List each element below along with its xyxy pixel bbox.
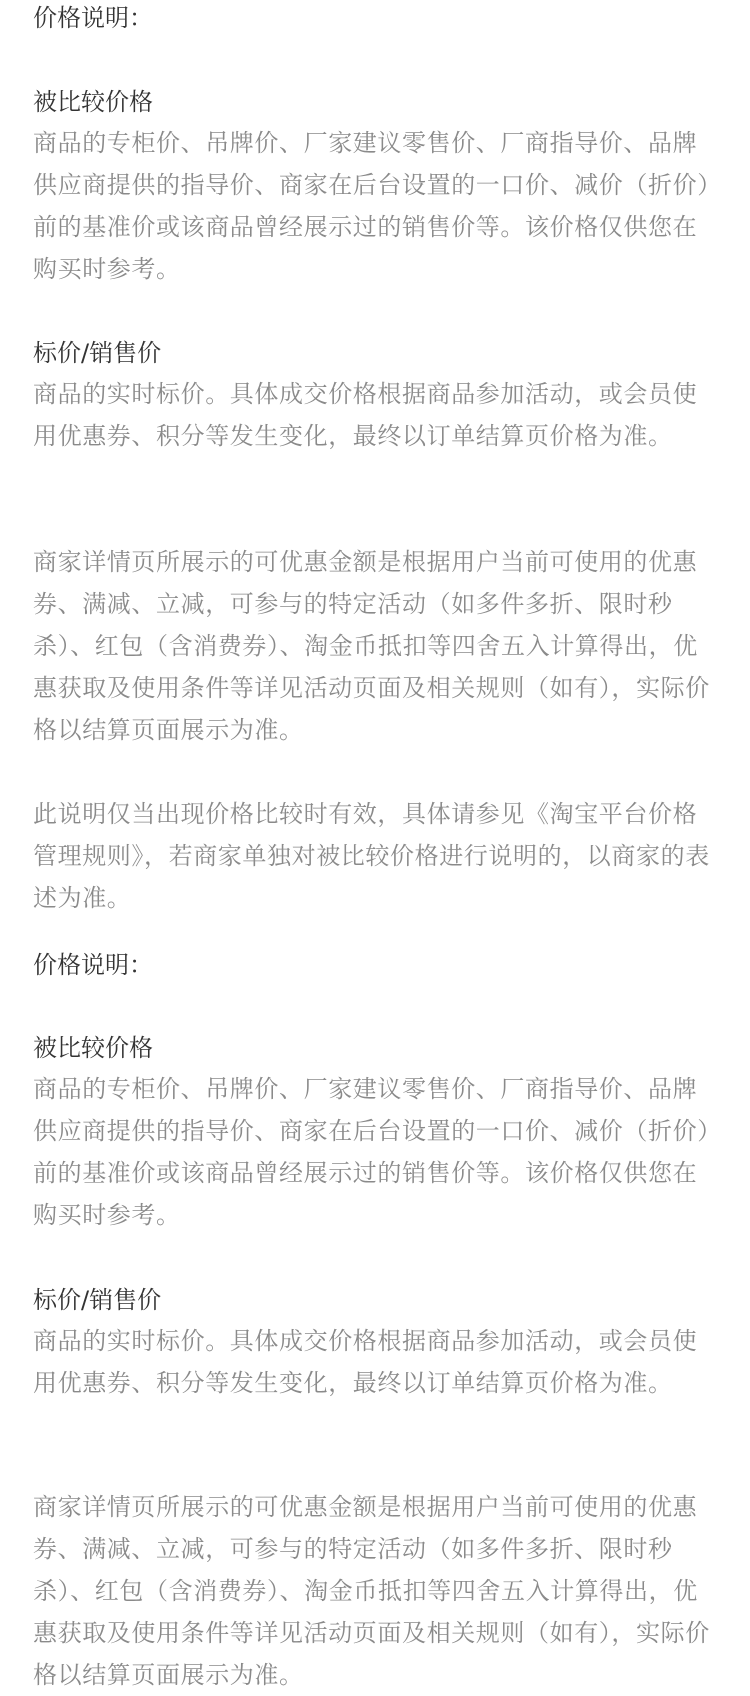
discount-amount-text: 商家详情页所展示的可优惠金额是根据用户当前可使用的优惠券、满减、立减，可参与的特定活动（如多件多折、限时秒杀）、红包（含消费券）、淘金币抵扣等四舍五入计算得出，优惠获取及使用条件等详见活动页面及相关规则（如有），实际价格以结算页面展示为准。 (33, 548, 710, 744)
price-explanation-title: 价格说明： (33, 4, 153, 32)
list-price-text: 商品的实时标价。具体成交价格根据商品参加活动，或会员使用优惠券、积分等发生变化，最终以订单结算页价格为准。 (33, 1327, 698, 1397)
price-explanation-title: 价格说明： (33, 951, 153, 979)
validity-text: 此说明仅当出现价格比较时有效，具体请参见《淘宝平台价格管理规则》，若商家单独对被比较价格进行说明的，以商家的表述为准。 (33, 800, 710, 912)
compared-price-heading: 被比较价格 (33, 88, 153, 116)
list-price-text: 商品的实时标价。具体成交价格根据商品参加活动，或会员使用优惠券、积分等发生变化，最终以订单结算页价格为准。 (33, 380, 698, 450)
discount-amount-text: 商家详情页所展示的可优惠金额是根据用户当前可使用的优惠券、满减、立减，可参与的特定活动（如多件多折、限时秒杀）、红包（含消费券）、淘金币抵扣等四舍五入计算得出，优惠获取及使用条件等详见活动页面及相关规则（如有），实际价格以结算页面展示为准。 (33, 1493, 710, 1689)
compared-price-text: 商品的专柜价、吊牌价、厂家建议零售价、厂商指导价、品牌供应商提供的指导价、商家在后台设置的一口价、减价（折价）前的基准价或该商品曾经展示过的销售价等。该价格仅供您在购买时参考。 (33, 1075, 710, 1229)
compared-price-heading: 被比较价格 (33, 1034, 153, 1062)
compared-price-text: 商品的专柜价、吊牌价、厂家建议零售价、厂商指导价、品牌供应商提供的指导价、商家在后台设置的一口价、减价（折价）前的基准价或该商品曾经展示过的销售价等。该价格仅供您在购买时参考。 (33, 129, 710, 283)
list-price-heading: 标价/销售价 (33, 1286, 162, 1314)
list-price-heading: 标价/销售价 (33, 339, 162, 367)
